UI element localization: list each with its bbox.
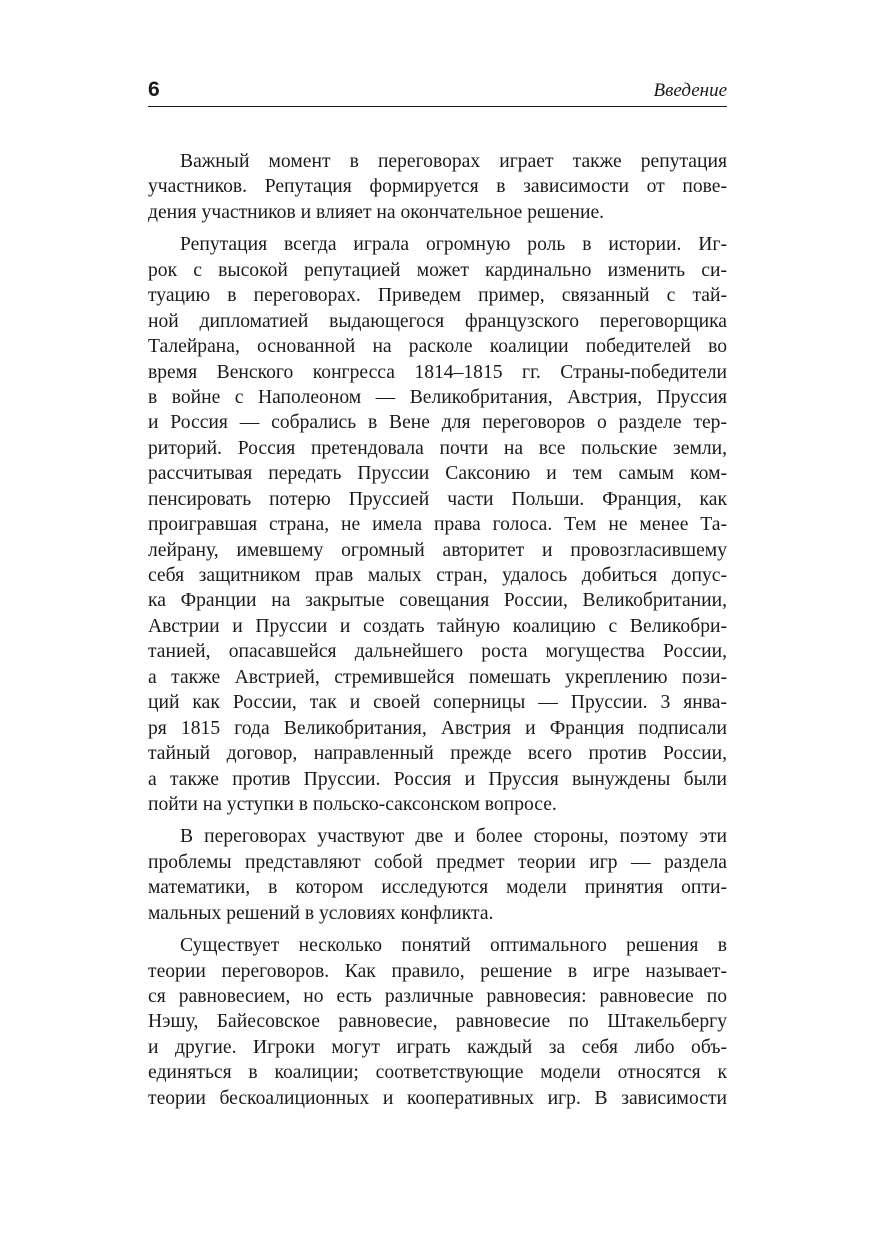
text-line: в войне с Наполеоном — Великобритания, Австрия, Пруссия	[148, 386, 727, 408]
page-header	[148, 78, 727, 107]
text-line: Важный момент в переговорах играет также репутация	[180, 151, 727, 172]
text-line: ной дипломатией выдающегося французского переговорщика	[148, 310, 727, 332]
text-line: и Россия — собрались в Вене для переговоров о разделе тер-	[148, 412, 727, 434]
text-line: Австрии и Пруссии и создать тайную коалицию с Великобри-	[148, 615, 727, 637]
text-line: проблемы представляют собой предмет теории игр — раздела	[148, 851, 727, 873]
text-line: Нэшу, Байесовское равновесие, равновесие по Штакельбергу	[148, 1011, 727, 1033]
paragraph	[148, 824, 727, 926]
text-line: ря 1815 года Великобритания, Австрия и Франция подписали	[148, 717, 727, 739]
running-head: Введение	[653, 80, 727, 101]
text-line: и другие. Игроки могут играть каждый за себя либо объ-	[148, 1036, 727, 1058]
text-line: лейрану, имевшему огромный авторитет и провозгласившему	[148, 539, 727, 561]
text-line: пенсировать потерю Пруссией части Польши. Франция, как	[148, 488, 727, 510]
text-line: проигравшая страна, не имела права голоса. Тем не менее Та-	[148, 514, 727, 536]
text-line: танией, опасавшейся дальнейшего роста могущества России,	[148, 641, 727, 663]
text-line: теории переговоров. Как правило, решение в игре называет-	[148, 960, 727, 982]
text-line: мальных решений в условиях конфликта.	[148, 902, 494, 924]
paragraph	[148, 149, 727, 225]
text-line: время Венского конгресса 1814–1815 гг. Страны-победители	[148, 361, 727, 383]
text-line: ций как России, так и своей соперницы — Пруссии. 3 янва-	[148, 692, 727, 714]
body-text	[148, 149, 727, 1111]
text-line: пойти на уступки в польско-саксонском вопросе.	[148, 793, 557, 815]
paragraph	[148, 232, 727, 817]
text-line: дения участников и влияет на окончательное решение.	[148, 201, 605, 223]
text-line: Репутация всегда играла огромную роль в истории. Иг-	[180, 234, 727, 256]
text-line: рок с высокой репутацией может кардинально изменить си-	[148, 259, 727, 281]
paragraph-gap	[148, 225, 727, 232]
text-line: Талейрана, основанной на расколе коалиции победителей во	[148, 336, 727, 358]
paragraph	[148, 933, 727, 1111]
text-line: единяться в коалиции; соответствующие модели относятся к	[148, 1062, 727, 1084]
text-line: туацию в переговорах. Приведем пример, связанный с тай-	[148, 285, 727, 307]
text-line: тайный договор, направленный прежде всего против России,	[148, 743, 727, 765]
text-line: теории бескоалиционных и кооперативных игр. В зависимости	[148, 1087, 727, 1109]
paragraph-gap	[148, 817, 727, 824]
text-line: участников. Репутация формируется в зависимости от пове-	[148, 176, 727, 198]
text-line: себя защитником прав малых стран, удалось добиться допус-	[148, 565, 727, 586]
text-line: ка Франции на закрытые совещания России, Великобритании,	[148, 590, 727, 612]
text-line: а также Австрией, стремившейся помешать укреплению пози-	[148, 666, 727, 688]
text-line: математики, в котором исследуются модели принятия опти-	[148, 877, 727, 899]
text-line: ся равновесием, но есть различные равновесия: равновесие по	[148, 986, 727, 1007]
text-line: Существует несколько понятий оптимального решения в	[180, 935, 727, 957]
page-number: 6	[148, 78, 160, 101]
text-line: риторий. Россия претендовала почти на все польские земли,	[148, 437, 727, 459]
text-line: В переговорах участвуют две и более стороны, поэтому эти	[180, 826, 727, 848]
text-line: рассчитывая передать Пруссии Саксонию и тем самым ком-	[148, 463, 727, 485]
text-line: а также против Пруссии. Россия и Пруссия вынуждены были	[148, 768, 727, 790]
paragraph-gap	[148, 926, 727, 933]
